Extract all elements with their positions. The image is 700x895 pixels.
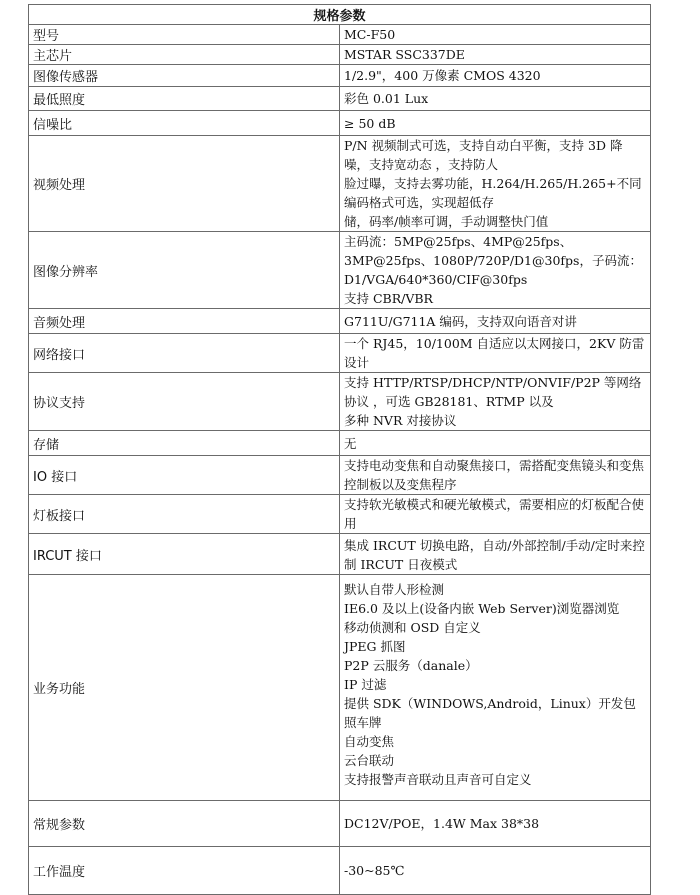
row-value: 集成 IRCUT 切换电路，自动/外部控制/手动/定时来控制 IRCUT 日夜模式	[340, 534, 651, 575]
row-value: ≥ 50 dB	[340, 111, 651, 136]
row-value: P/N 视频制式可选，支持自动白平衡，支持 3D 降噪，支持宽动态 ，支持防人 脸过曝，支持去雾功能，H.264/H.265/H.265+不同编码格式可选，实现超低存 储，码率/帧率可调，手动调整快门值	[340, 136, 651, 232]
table-title-row	[29, 5, 651, 25]
table-row	[29, 373, 651, 431]
row-value: 无	[340, 431, 651, 456]
table-row	[29, 25, 651, 45]
row-label: 工作温度	[29, 847, 340, 895]
table-row	[29, 136, 651, 232]
spec-table	[28, 4, 651, 895]
row-label: 音频处理	[29, 309, 340, 334]
table-row	[29, 534, 651, 575]
table-row	[29, 309, 651, 334]
table-row	[29, 495, 651, 534]
row-label: 信噪比	[29, 111, 340, 136]
row-value: DC12V/POE，1.4W Max 38*38	[340, 801, 651, 847]
table-row	[29, 111, 651, 136]
row-value: 支持 HTTP/RTSP/DHCP/NTP/ONVIF/P2P 等网络协议 ，可选 GB28181、RTMP 以及 多种 NVR 对接协议	[340, 373, 651, 431]
table-row	[29, 45, 651, 65]
table-row	[29, 87, 651, 111]
table-row	[29, 456, 651, 495]
row-value: 支持软光敏模式和硬光敏模式，需要相应的灯板配合使用	[340, 495, 651, 534]
row-label: IO 接口	[29, 456, 340, 495]
row-label: IRCUT 接口	[29, 534, 340, 575]
row-label: 存储	[29, 431, 340, 456]
row-label: 灯板接口	[29, 495, 340, 534]
row-value: 默认自带人形检测 IE6.0 及以上(设备内嵌 Web Server)浏览器浏览 移动侦测和 OSD 自定义 JPEG 抓图 P2P 云服务（danale） IP 过滤 提供 SDK（WINDOWS,Android，Linux）开发包 照车牌 自动变焦 云台联动 支持报警声音联动且声音可自定义	[340, 575, 651, 801]
row-label: 图像分辨率	[29, 232, 340, 309]
table-row	[29, 847, 651, 895]
row-label: 网络接口	[29, 334, 340, 373]
row-label: 型号	[29, 25, 340, 45]
table-row	[29, 575, 651, 801]
row-value: 主码流：5MP@25fps、4MP@25fps、3MP@25fps、1080P/720P/D1@30fps，子码流： D1/VGA/640*360/CIF@30fps 支持 CBR/VBR	[340, 232, 651, 309]
row-value: 彩色 0.01 Lux	[340, 87, 651, 111]
table-row	[29, 232, 651, 309]
table-title: 规格参数	[29, 5, 651, 25]
table-row	[29, 801, 651, 847]
row-value: 支持电动变焦和自动聚焦接口，需搭配变焦镜头和变焦控制板以及变焦程序	[340, 456, 651, 495]
table-row	[29, 334, 651, 373]
row-value: MC-F50	[340, 25, 651, 45]
row-label: 业务功能	[29, 575, 340, 801]
row-value: 一个 RJ45，10/100M 自适应以太网接口，2KV 防雷设计	[340, 334, 651, 373]
row-value: -30~85℃	[340, 847, 651, 895]
row-label: 常规参数	[29, 801, 340, 847]
table-row	[29, 65, 651, 87]
row-label: 最低照度	[29, 87, 340, 111]
row-label: 图像传感器	[29, 65, 340, 87]
row-label: 协议支持	[29, 373, 340, 431]
row-value: 1/2.9"，400 万像素 CMOS 4320	[340, 65, 651, 87]
row-value: MSTAR SSC337DE	[340, 45, 651, 65]
row-label: 主芯片	[29, 45, 340, 65]
row-value: G711U/G711A 编码，支持双向语音对讲	[340, 309, 651, 334]
row-label: 视频处理	[29, 136, 340, 232]
table-row	[29, 431, 651, 456]
